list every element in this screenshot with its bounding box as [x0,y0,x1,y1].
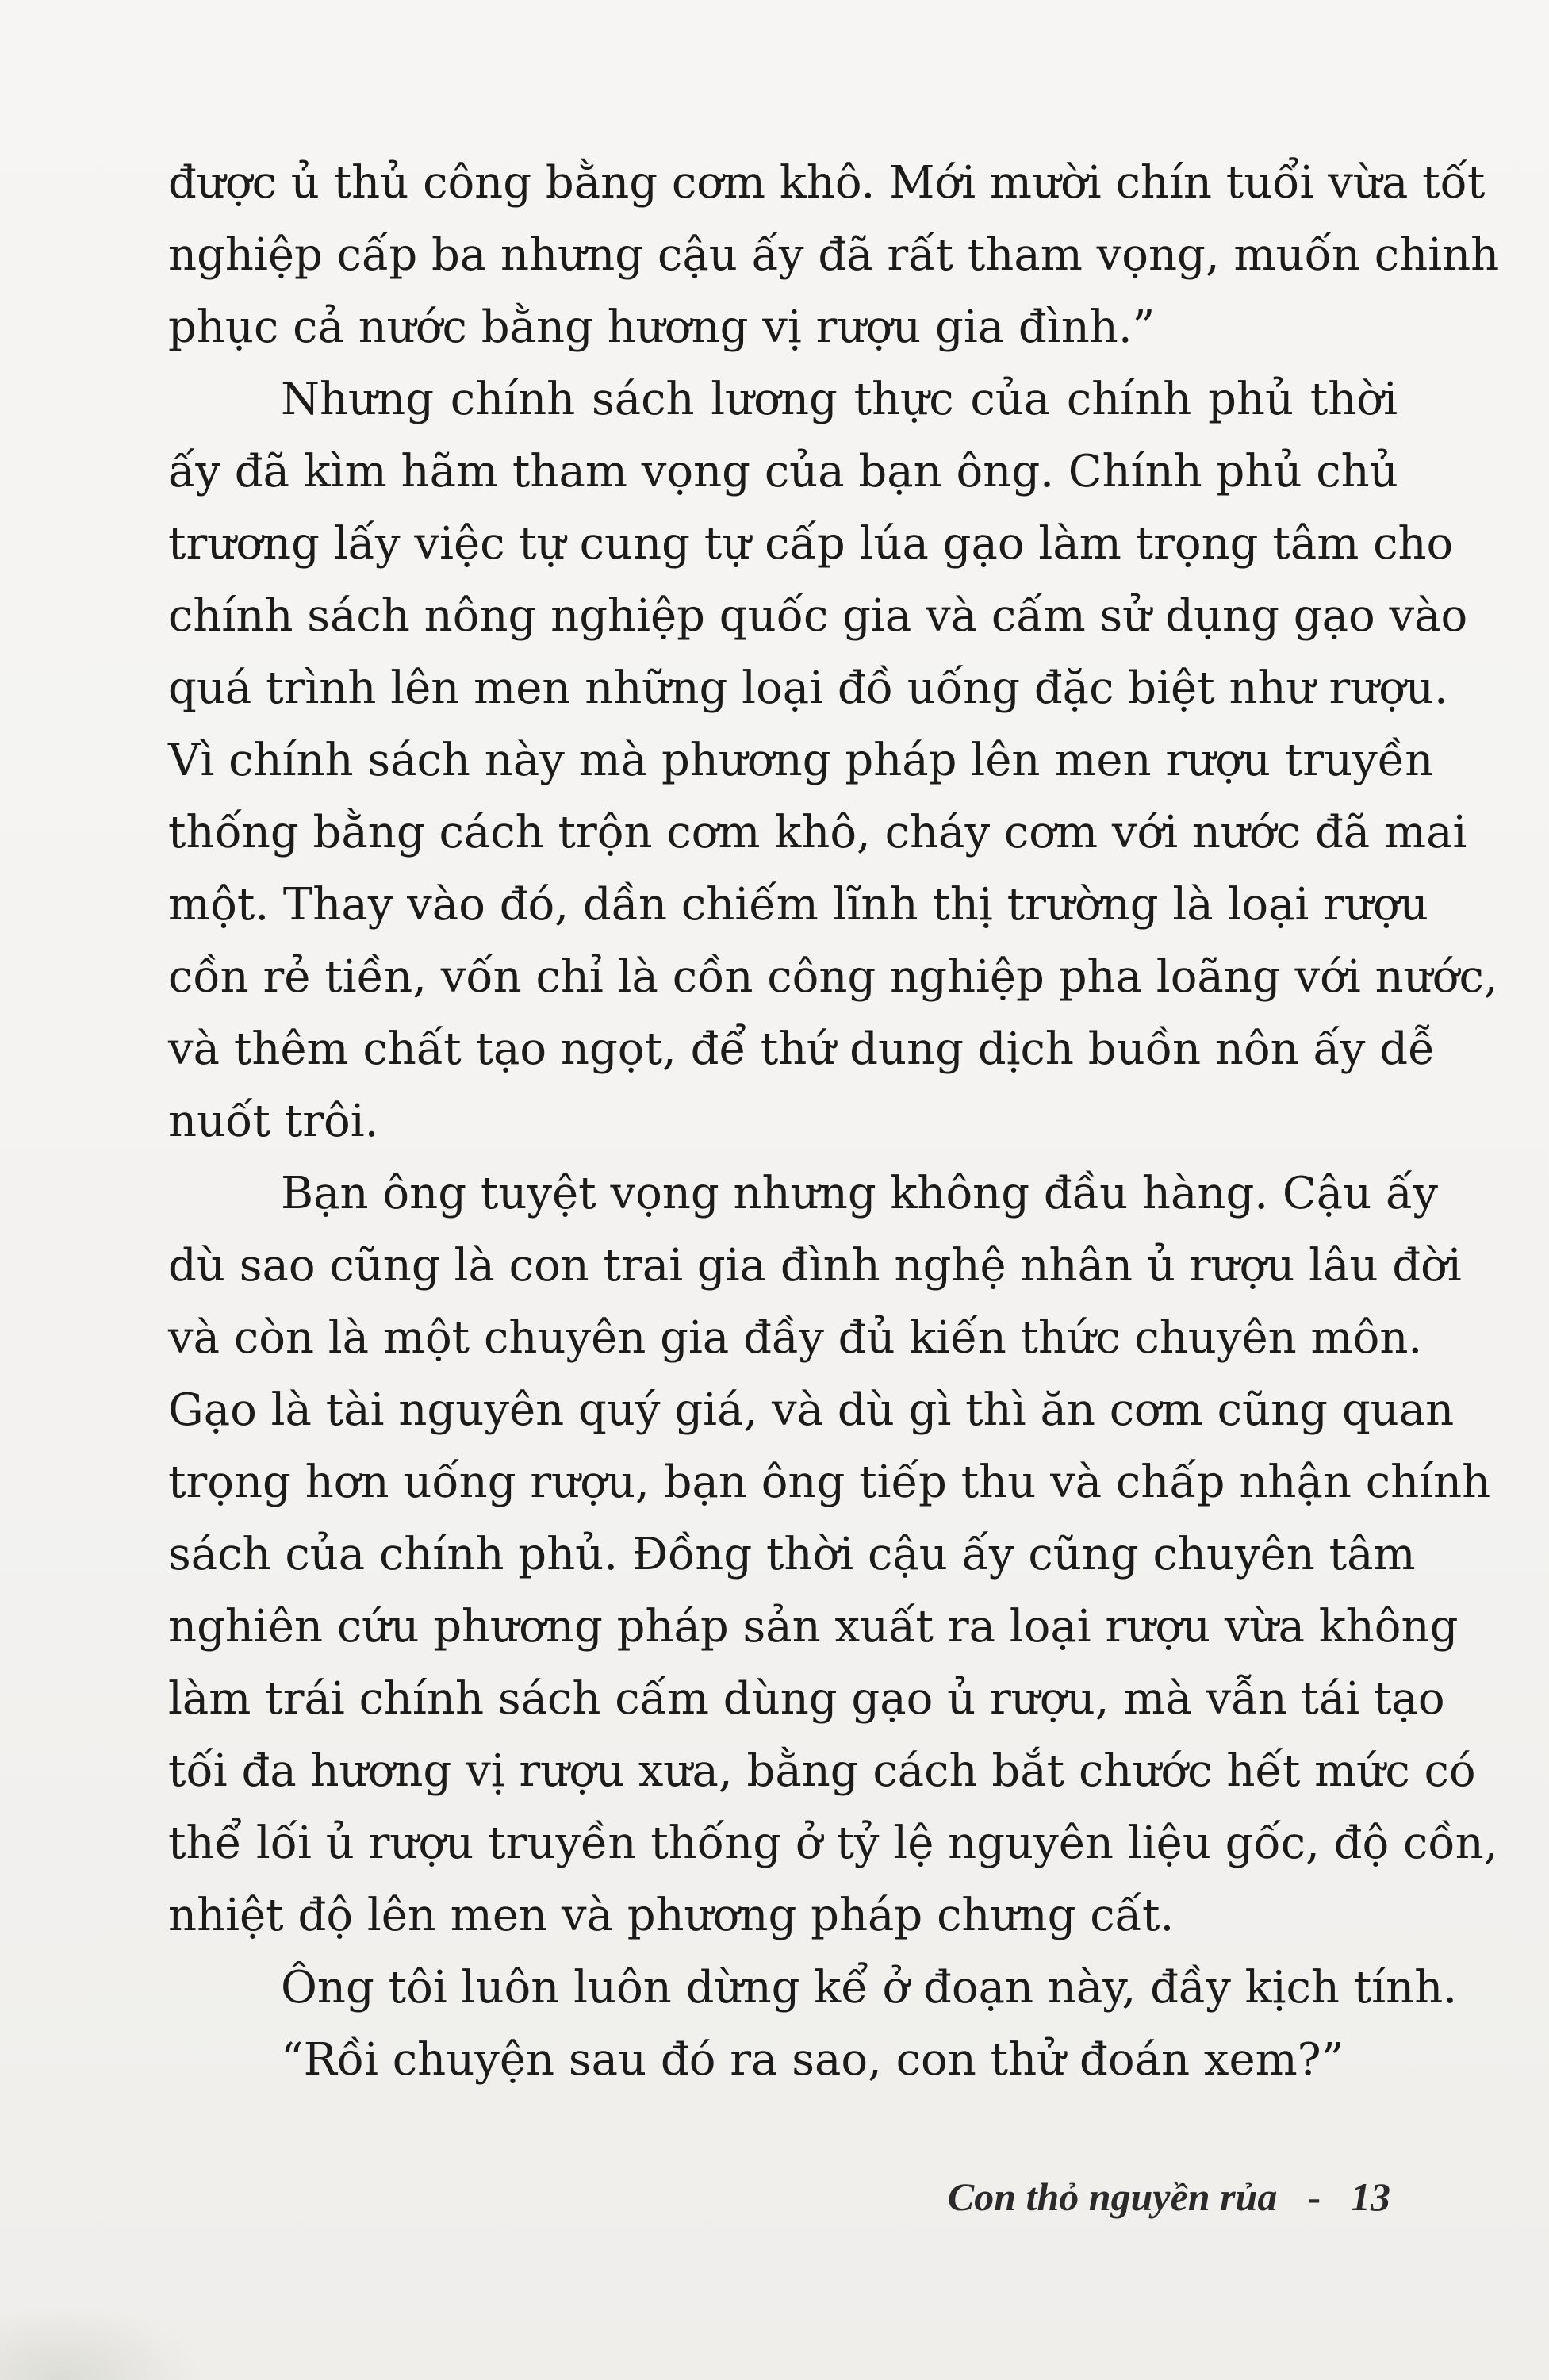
text-line: được ủ thủ công bằng cơm khô. Mới mười chín tuổi vừa tốt [168,157,1486,209]
text-line: ấy đã kìm hãm tham vọng của bạn ông. Chính phủ chủ [168,446,1398,497]
paragraph-start-line: Bạn ông tuyệt vọng nhưng không đầu hàng. Cậu ấy [281,1168,1438,1219]
text-line: thể lối ủ rượu truyền thống ở tỷ lệ nguyên liệu gốc, độ cồn, [168,1818,1498,1869]
body-text [168,147,1500,2096]
text-line: làm trái chính sách cấm dùng gạo ủ rượu, mà vẫn tái tạo [168,1673,1445,1725]
paragraph-start-line: Ông tôi luôn luôn dừng kể ở đoạn này, đầy kịch tính. [281,1962,1458,2013]
paragraph-start-line: Nhưng chính sách lương thực của chính phủ thời [281,374,1398,425]
text-line: chính sách nông nghiệp quốc gia và cấm sử dụng gạo vào [168,590,1468,642]
text-line: và thêm chất tạo ngọt, để thứ dung dịch buồn nôn ấy dễ [168,1023,1436,1075]
text-line: dù sao cũng là con trai gia đình nghệ nhân ủ rượu lâu đời [168,1240,1462,1292]
text-line: cồn rẻ tiền, vốn chỉ là cồn công nghiệp pha loãng với nước, [168,951,1498,1003]
text-line: nuốt trôi. [168,1096,379,1147]
text-line: phục cả nước bằng hương vị rượu gia đình.” [168,301,1156,353]
footer-separator: - [1307,2175,1321,2219]
text-line: sách của chính phủ. Đồng thời cậu ấy cũng chuyên tâm [168,1529,1416,1580]
running-footer [948,2174,1390,2220]
text-line: nghiệp cấp ba nhưng cậu ấy đã rất tham vọng, muốn chinh [168,229,1500,281]
text-line: nhiệt độ lên men và phương pháp chưng cất. [168,1890,1175,1941]
text-line: quá trình lên men những loại đồ uống đặc biệt như rượu. [168,662,1448,714]
page-edge-shadow [0,2301,206,2380]
paragraph-start-line: “Rồi chuyện sau đó ra sao, con thử đoán xem?” [281,2034,1344,2086]
text-line: Vì chính sách này mà phương pháp lên men rượu truyền [168,735,1434,786]
text-line: nghiên cứu phương pháp sản xuất ra loại rượu vừa không [168,1601,1459,1653]
text-line: một. Thay vào đó, dần chiếm lĩnh thị trường là loại rượu [168,879,1428,931]
text-line: và còn là một chuyên gia đầy đủ kiến thức chuyên môn. [168,1312,1423,1364]
text-line: thống bằng cách trộn cơm khô, cháy cơm với nước đã mai [168,807,1467,858]
text-line: tối đa hương vị rượu xưa, bằng cách bắt chước hết mức có [168,1745,1476,1797]
text-line: Gạo là tài nguyên quý giá, và dù gì thì ăn cơm cũng quan [168,1384,1455,1436]
page-number: 13 [1351,2175,1390,2219]
text-line: trọng hơn uống rượu, bạn ông tiếp thu và chấp nhận chính [168,1457,1491,1508]
book-title: Con thỏ nguyền rủa [947,2175,1278,2219]
text-line: trương lấy việc tự cung tự cấp lúa gạo làm trọng tâm cho [168,518,1454,570]
